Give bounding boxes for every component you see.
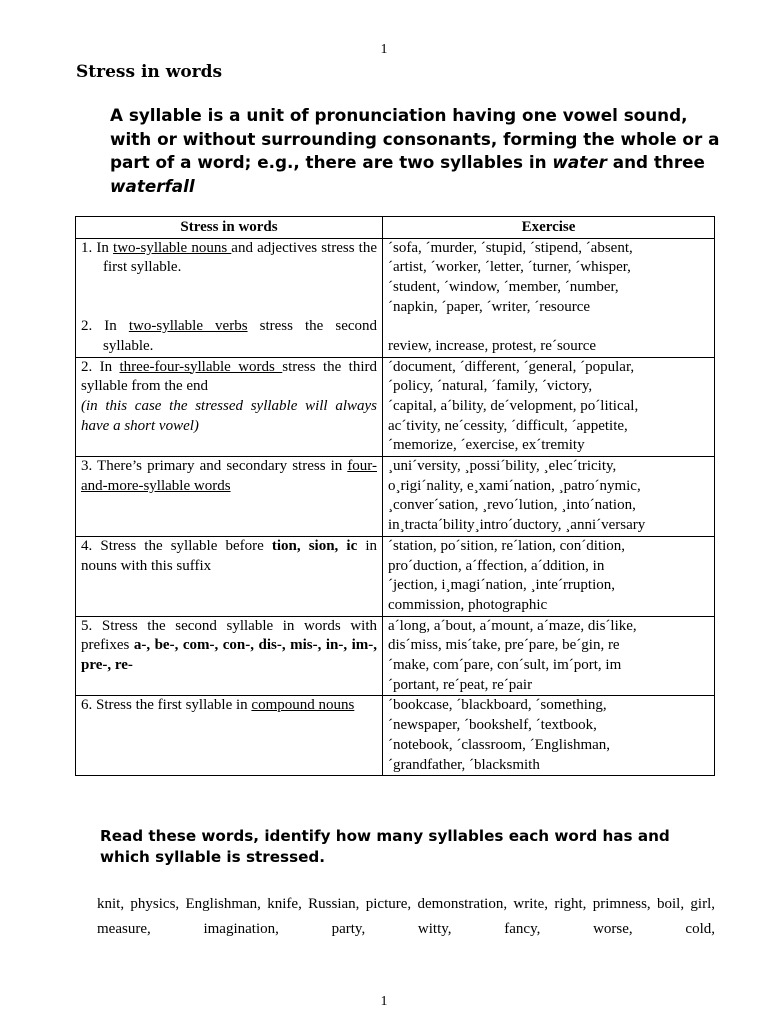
rule-5-prefixes: a-, be-, com-, con-, dis-, mis-, in-, im-, pre-, re- (81, 637, 378, 674)
exercise-line: ´portant, re´peat, re´pair (388, 676, 533, 693)
exercise-line: ´make, com´pare, con´sult, im´port, im (388, 657, 622, 674)
exercise-line: ac´tivity, ne´cessity, ´difficult, ´appetite, (388, 417, 628, 434)
header-stress-in-words: Stress in words (76, 217, 383, 239)
rule-2-underlined: three-four-syllable words (119, 358, 283, 375)
exercise-line: ´student, ´window, ´member, ´number, (388, 279, 619, 296)
table-row (76, 616, 715, 696)
exercise-line: pro´duction, a´ffection, a´ddition, in (388, 557, 605, 574)
exercise-cell-2 (383, 357, 715, 457)
table-row (76, 457, 715, 537)
table-row (76, 536, 715, 616)
exercise-cell-1 (383, 238, 715, 357)
exercise-line: ´document, ´different, ´general, ´popular, (388, 358, 635, 375)
table-row (76, 357, 715, 457)
syllable-definition (110, 104, 720, 198)
rule-2-text: stress the third syllable from the end (81, 358, 377, 395)
exercise-line: ´memorize, ´exercise, ex´tremity (388, 437, 585, 454)
rule-2-note: (in this case the stressed syllable will always have a short vowel) (81, 397, 377, 434)
exercise-cell-5 (383, 616, 715, 696)
header-exercise: Exercise (383, 217, 715, 239)
rule-3-underlined: four-and-more-syllable words (81, 458, 377, 494)
rule-3-text: 3. There’s primary and secondary stress in (81, 458, 348, 475)
rule-1a-text: and adjectives stress the first syllable. (103, 239, 377, 276)
exercise-line: ´notebook, ´classroom, ´Englishman, (388, 736, 611, 753)
exercise-line: ´station, po´sition, re´lation, con´dition, (388, 537, 626, 554)
exercise-line: ´policy, ´natural, ´family, ´victory, (388, 378, 593, 395)
exercise-instruction: Read these words, identify how many syllables each word has and which syllable is stressed. (100, 827, 670, 866)
rule-cell-5 (76, 616, 383, 696)
exercise-line: ´grandfather, ´blacksmith (388, 756, 540, 773)
exercise-line: ´bookcase, ´blackboard, ´something, (388, 697, 607, 714)
exercise-line: ´sofa, ´murder, ´stupid, ´stipend, ´absent, (388, 239, 633, 256)
rule-6-text: 6. Stress the first syllable in (81, 697, 252, 714)
exercise-line: commission, photographic (388, 596, 548, 613)
page-number-bottom: 1 (380, 994, 388, 1009)
exercise-line: ¸conver´sation, ¸revo´lution, ¸into´nation, (388, 497, 636, 514)
exercise-line: ¸uni´versity, ¸possi´bility, ¸elec´tricity, (388, 458, 617, 475)
rule-cell-3 (76, 457, 383, 537)
exercise-cell-4 (383, 536, 715, 616)
rule-2-number: 2. In (81, 358, 120, 375)
word-list: knit, physics, Englishman, knife, Russian, picture, demonstration, write, right, primness, boil, girl, measure, imagination, party, witty, fancy, worse, cold, (97, 896, 715, 937)
exercise-cell-3 (383, 457, 715, 537)
rule-5-text: 5. Stress the second syllable in words with prefixes (81, 617, 377, 654)
table-header-row (76, 217, 715, 239)
definition-text: A syllable is a unit of pronunciation having one vowel sound, with or without surrounding consonants, forming the whole or a part of a word; e.g., there are two syllables in (110, 105, 720, 172)
exercise-line: o¸rigi´nality, e¸xami´nation, ¸patro´nymic, (388, 477, 641, 494)
definition-text-and-three: and three (612, 152, 705, 172)
rule-cell-2 (76, 357, 383, 457)
stress-table (75, 216, 715, 776)
rule-1a-number: 1. In (81, 239, 114, 256)
rule-1b-text: stress the second syllable. (103, 318, 378, 354)
rule-4-suffixes: tion, sion, ic (271, 537, 358, 554)
exercise-cell-6 (383, 696, 715, 776)
rule-4-text: 4. Stress the syllable before (81, 537, 272, 554)
rule-1a (81, 239, 377, 278)
rule-cell-6 (76, 696, 383, 776)
exercise-line: in¸tracta´bility¸intro´ductory, ¸anni´versary (388, 517, 646, 534)
rule-1b-underlined: two-syllable verbs (128, 318, 248, 335)
section-title: Stress in words (76, 62, 223, 82)
exercise-line: a´long, a´bout, a´mount, a´maze, dis´like, (388, 617, 637, 634)
rule-6-underlined: compound nouns (251, 697, 355, 714)
rule-4-rest: in nouns with this suffix (81, 537, 377, 574)
exercise-line: ´artist, ´worker, ´letter, ´turner, ´whisper, (388, 259, 631, 276)
page-number-top: 1 (380, 42, 388, 57)
exercise-line: review, increase, protest, re´source (388, 337, 597, 354)
rule-1a-underlined: two-syllable nouns (113, 239, 232, 256)
exercise-line: ´jection, i¸magi´nation, ¸inte´rruption, (388, 577, 616, 594)
rule-1b-number: 2. In (81, 318, 129, 335)
table-row (76, 696, 715, 776)
exercise-line: dis´miss, mis´take, pre´pare, be´gin, re (388, 637, 620, 654)
exercise-line: ´napkin, ´paper, ´writer, ´resource (388, 298, 591, 315)
definition-word-waterfall: waterfall (110, 175, 195, 196)
rule-cell-4 (76, 536, 383, 616)
rule-1b (81, 317, 377, 356)
definition-word-water: water (552, 152, 607, 172)
exercise-line: ´capital, a´bility, de´velopment, po´litical, (388, 397, 639, 414)
exercise-line: ´newspaper, ´bookshelf, ´textbook, (388, 717, 597, 734)
table-row (76, 238, 715, 357)
rule-cell-1 (76, 238, 383, 357)
